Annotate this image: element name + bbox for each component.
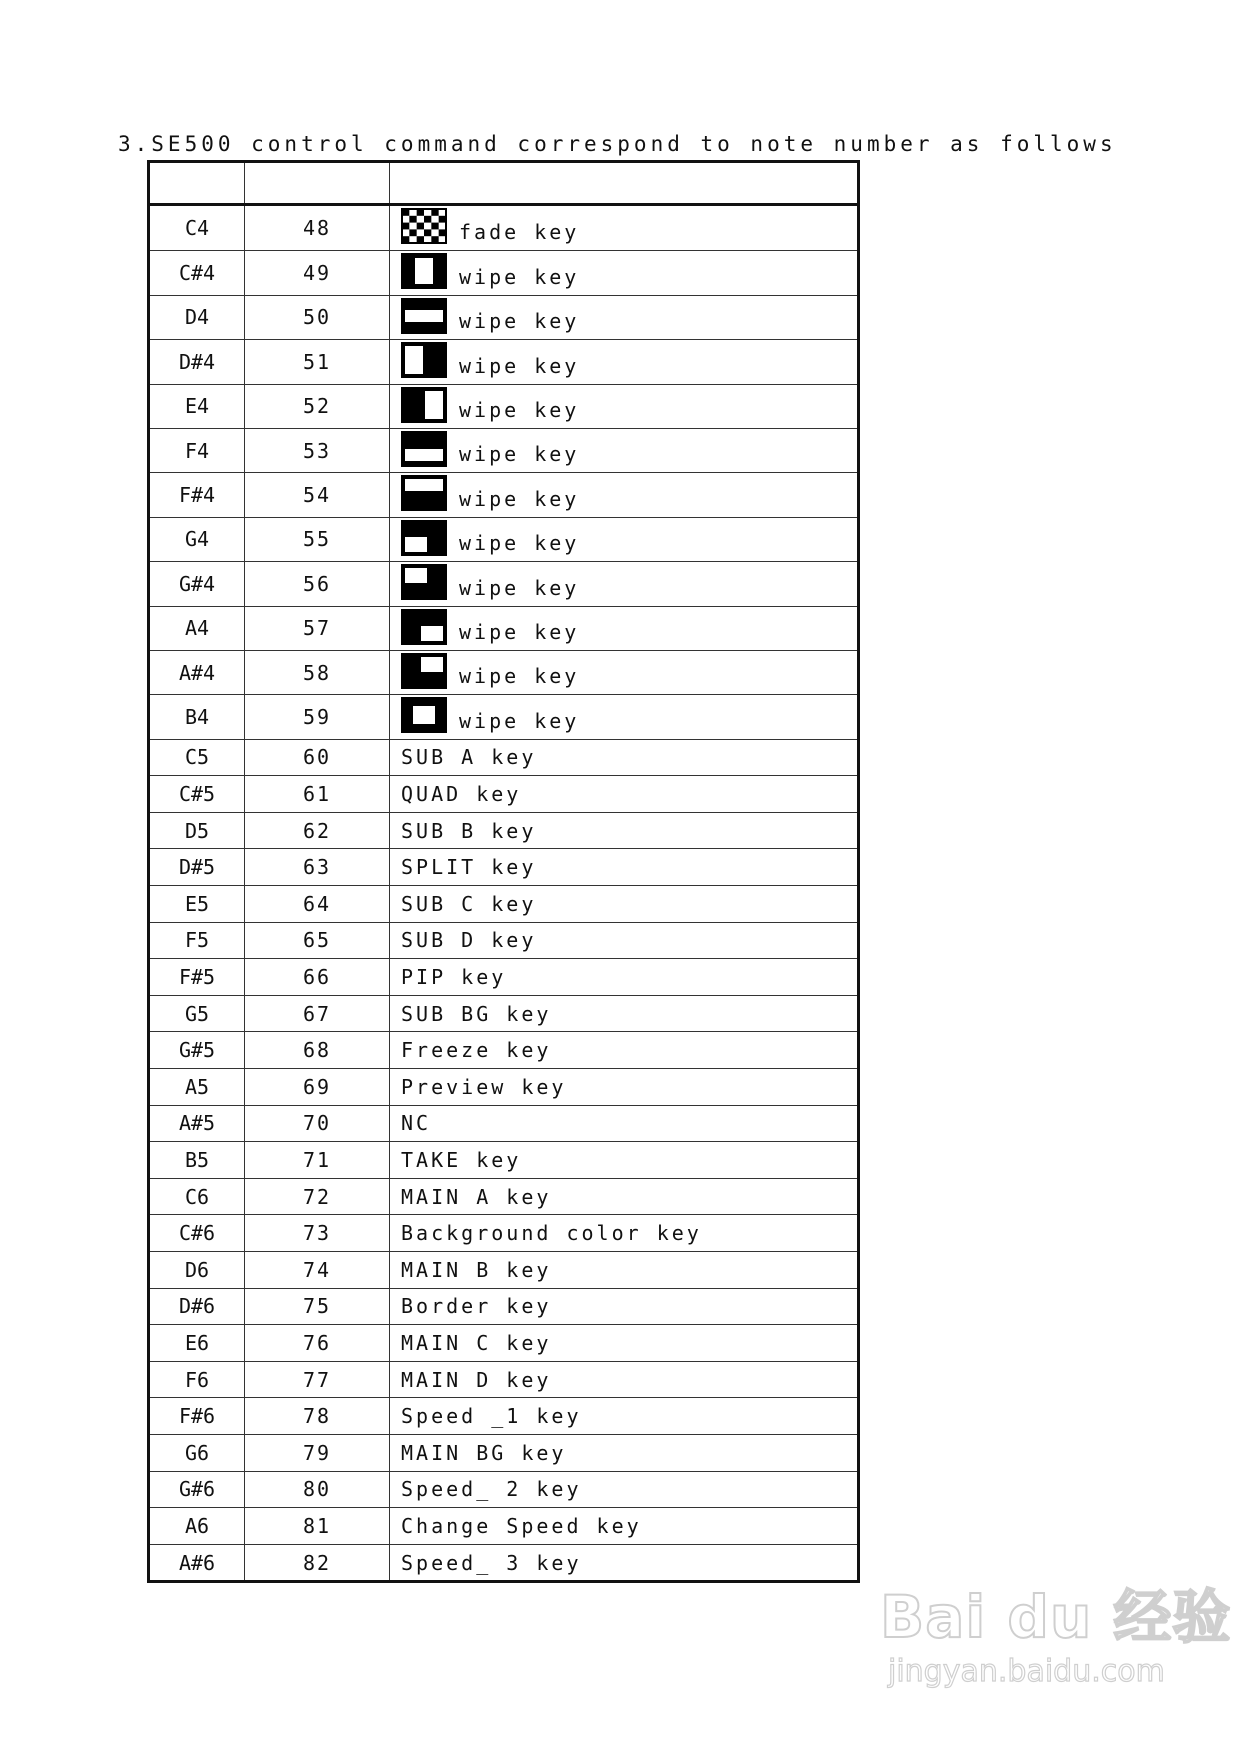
command-label: fade key bbox=[459, 220, 580, 245]
command-cell: SPLIT key bbox=[401, 855, 537, 880]
wipe-vertical-center-icon bbox=[401, 253, 447, 289]
table-row bbox=[150, 206, 857, 250]
number-cell: 79 bbox=[245, 1435, 390, 1471]
number-cell: 49 bbox=[245, 251, 390, 294]
note-cell: D#4 bbox=[150, 340, 245, 383]
command-label: wipe key bbox=[459, 531, 580, 556]
watermark-brand: Bai du 经验 bbox=[880, 1583, 1232, 1651]
number-cell: 71 bbox=[245, 1142, 390, 1178]
table-row bbox=[150, 1068, 857, 1105]
command-label: wipe key bbox=[459, 353, 580, 378]
table-header-row bbox=[150, 163, 857, 206]
command-cell bbox=[390, 518, 857, 561]
note-cell: G6 bbox=[150, 1435, 245, 1471]
baidu-jingyan-watermark bbox=[880, 1570, 1231, 1689]
command-label: wipe key bbox=[459, 708, 580, 733]
number-cell: 80 bbox=[245, 1472, 390, 1508]
number-cell: 67 bbox=[245, 996, 390, 1032]
table-row bbox=[150, 384, 857, 428]
command-cell: MAIN B key bbox=[401, 1257, 552, 1282]
command-cell: Border key bbox=[401, 1294, 552, 1319]
number-cell: 63 bbox=[245, 849, 390, 885]
note-cell: F6 bbox=[150, 1362, 245, 1398]
page-title: 3.SE500 control command correspond to note number as follows bbox=[118, 132, 1117, 156]
note-cell: C#4 bbox=[150, 251, 245, 294]
table-row bbox=[150, 848, 857, 885]
table-row bbox=[150, 1105, 857, 1142]
table-row bbox=[150, 812, 857, 849]
number-cell: 60 bbox=[245, 740, 390, 776]
command-cell: SUB BG key bbox=[401, 1001, 552, 1026]
note-cell: G#5 bbox=[150, 1032, 245, 1068]
number-cell: 76 bbox=[245, 1325, 390, 1361]
note-cell: F#6 bbox=[150, 1398, 245, 1434]
header-cell-note bbox=[150, 163, 245, 203]
table-row bbox=[150, 1397, 857, 1434]
table-row bbox=[150, 1178, 857, 1215]
command-cell bbox=[390, 429, 857, 472]
note-cell: E4 bbox=[150, 385, 245, 428]
command-cell bbox=[390, 385, 857, 428]
command-label: wipe key bbox=[459, 397, 580, 422]
number-cell: 62 bbox=[245, 813, 390, 849]
table-row bbox=[150, 561, 857, 605]
table-row bbox=[150, 885, 857, 922]
number-cell: 68 bbox=[245, 1032, 390, 1068]
note-cell: B4 bbox=[150, 695, 245, 738]
note-cell: F5 bbox=[150, 923, 245, 959]
command-cell bbox=[390, 473, 857, 516]
command-cell: Preview key bbox=[401, 1074, 567, 1099]
table-row bbox=[150, 250, 857, 294]
number-cell: 51 bbox=[245, 340, 390, 383]
table-row bbox=[150, 694, 857, 738]
note-cell: A#5 bbox=[150, 1106, 245, 1142]
command-cell bbox=[390, 651, 857, 694]
note-cell: C6 bbox=[150, 1179, 245, 1215]
wipe-bottom-left-icon bbox=[401, 520, 447, 556]
table-row bbox=[150, 1324, 857, 1361]
note-cell: G#4 bbox=[150, 562, 245, 605]
command-cell bbox=[390, 562, 857, 605]
table-row bbox=[150, 1471, 857, 1508]
number-cell: 53 bbox=[245, 429, 390, 472]
table-row bbox=[150, 1544, 857, 1581]
note-cell: G4 bbox=[150, 518, 245, 561]
command-cell bbox=[390, 340, 857, 383]
command-cell: MAIN C key bbox=[401, 1330, 552, 1355]
number-cell: 82 bbox=[245, 1545, 390, 1581]
table-row bbox=[150, 1361, 857, 1398]
header-cell-command bbox=[390, 163, 857, 203]
command-cell: Freeze key bbox=[401, 1038, 552, 1063]
command-label: wipe key bbox=[459, 264, 580, 289]
table-row bbox=[150, 428, 857, 472]
number-cell: 50 bbox=[245, 296, 390, 339]
command-cell bbox=[390, 296, 857, 339]
note-cell: F4 bbox=[150, 429, 245, 472]
command-cell: TAKE key bbox=[401, 1148, 522, 1173]
command-label: wipe key bbox=[459, 486, 580, 511]
number-cell: 64 bbox=[245, 886, 390, 922]
note-cell: G#6 bbox=[150, 1472, 245, 1508]
number-cell: 78 bbox=[245, 1398, 390, 1434]
command-cell bbox=[390, 695, 857, 738]
command-label: wipe key bbox=[459, 619, 580, 644]
command-cell: SUB A key bbox=[401, 745, 537, 770]
number-cell: 65 bbox=[245, 923, 390, 959]
table-row bbox=[150, 472, 857, 516]
table-row bbox=[150, 739, 857, 776]
number-cell: 52 bbox=[245, 385, 390, 428]
number-cell: 69 bbox=[245, 1069, 390, 1105]
number-cell: 48 bbox=[245, 206, 390, 250]
table-row bbox=[150, 958, 857, 995]
table-row bbox=[150, 1214, 857, 1251]
command-cell: Speed_ 2 key bbox=[401, 1477, 582, 1502]
note-cell: G5 bbox=[150, 996, 245, 1032]
note-cell: D6 bbox=[150, 1252, 245, 1288]
wipe-bottom-right-icon bbox=[401, 609, 447, 645]
note-cell: F#5 bbox=[150, 959, 245, 995]
note-cell: C#6 bbox=[150, 1215, 245, 1251]
number-cell: 81 bbox=[245, 1508, 390, 1544]
command-label: wipe key bbox=[459, 442, 580, 467]
note-cell: A#6 bbox=[150, 1545, 245, 1581]
note-cell: E6 bbox=[150, 1325, 245, 1361]
command-cell: Speed_ 3 key bbox=[401, 1550, 582, 1575]
table-row bbox=[150, 1031, 857, 1068]
command-cell bbox=[390, 206, 857, 250]
watermark-url: jingyan.baidu.com bbox=[888, 1654, 1165, 1689]
command-cell: QUAD key bbox=[401, 782, 522, 807]
wipe-right-icon bbox=[401, 387, 447, 423]
note-cell: E5 bbox=[150, 886, 245, 922]
table-row bbox=[150, 995, 857, 1032]
command-label: wipe key bbox=[459, 309, 580, 334]
note-cell: A6 bbox=[150, 1508, 245, 1544]
header-cell-number bbox=[245, 163, 390, 203]
table-row bbox=[150, 339, 857, 383]
note-cell: B5 bbox=[150, 1142, 245, 1178]
number-cell: 57 bbox=[245, 607, 390, 650]
number-cell: 54 bbox=[245, 473, 390, 516]
wipe-top-right-icon bbox=[401, 653, 447, 689]
command-cell: SUB D key bbox=[401, 928, 537, 953]
note-cell: D5 bbox=[150, 813, 245, 849]
number-cell: 55 bbox=[245, 518, 390, 561]
note-cell: C5 bbox=[150, 740, 245, 776]
command-cell bbox=[390, 251, 857, 294]
wipe-top-left-icon bbox=[401, 564, 447, 600]
command-cell: SUB B key bbox=[401, 818, 537, 843]
command-cell: MAIN BG key bbox=[401, 1440, 567, 1465]
table-row bbox=[150, 1288, 857, 1325]
table-row bbox=[150, 775, 857, 812]
command-label: wipe key bbox=[459, 575, 580, 600]
command-cell: Speed _1 key bbox=[401, 1404, 582, 1429]
wipe-bottom-icon bbox=[401, 431, 447, 467]
note-cell: A4 bbox=[150, 607, 245, 650]
command-cell: Background color key bbox=[401, 1221, 702, 1246]
note-command-table bbox=[147, 160, 860, 1583]
number-cell: 74 bbox=[245, 1252, 390, 1288]
wipe-horizontal-center-icon bbox=[401, 298, 447, 334]
table-row bbox=[150, 650, 857, 694]
command-label: wipe key bbox=[459, 664, 580, 689]
table-row bbox=[150, 606, 857, 650]
note-cell: A#4 bbox=[150, 651, 245, 694]
number-cell: 61 bbox=[245, 776, 390, 812]
table-row bbox=[150, 922, 857, 959]
wipe-left-icon bbox=[401, 342, 447, 378]
wipe-top-icon bbox=[401, 475, 447, 511]
table-row bbox=[150, 1141, 857, 1178]
note-cell: A5 bbox=[150, 1069, 245, 1105]
note-cell: D#6 bbox=[150, 1289, 245, 1325]
command-cell bbox=[390, 607, 857, 650]
note-cell: C4 bbox=[150, 206, 245, 250]
command-cell: NC bbox=[401, 1111, 432, 1136]
note-cell: D#5 bbox=[150, 849, 245, 885]
number-cell: 77 bbox=[245, 1362, 390, 1398]
number-cell: 72 bbox=[245, 1179, 390, 1215]
command-cell: MAIN D key bbox=[401, 1367, 552, 1392]
table-row bbox=[150, 1251, 857, 1288]
table-body bbox=[150, 206, 857, 1580]
number-cell: 70 bbox=[245, 1106, 390, 1142]
command-cell: PIP key bbox=[401, 965, 507, 990]
table-row bbox=[150, 517, 857, 561]
wipe-box-center-icon bbox=[401, 697, 447, 733]
checker-icon bbox=[401, 208, 447, 244]
command-cell: MAIN A key bbox=[401, 1184, 552, 1209]
note-cell: C#5 bbox=[150, 776, 245, 812]
table-row bbox=[150, 1507, 857, 1544]
number-cell: 73 bbox=[245, 1215, 390, 1251]
number-cell: 75 bbox=[245, 1289, 390, 1325]
number-cell: 58 bbox=[245, 651, 390, 694]
number-cell: 56 bbox=[245, 562, 390, 605]
note-cell: F#4 bbox=[150, 473, 245, 516]
table-row bbox=[150, 1434, 857, 1471]
number-cell: 66 bbox=[245, 959, 390, 995]
note-cell: D4 bbox=[150, 296, 245, 339]
command-cell: SUB C key bbox=[401, 891, 537, 916]
table-row bbox=[150, 295, 857, 339]
command-cell: Change Speed key bbox=[401, 1513, 642, 1538]
number-cell: 59 bbox=[245, 695, 390, 738]
